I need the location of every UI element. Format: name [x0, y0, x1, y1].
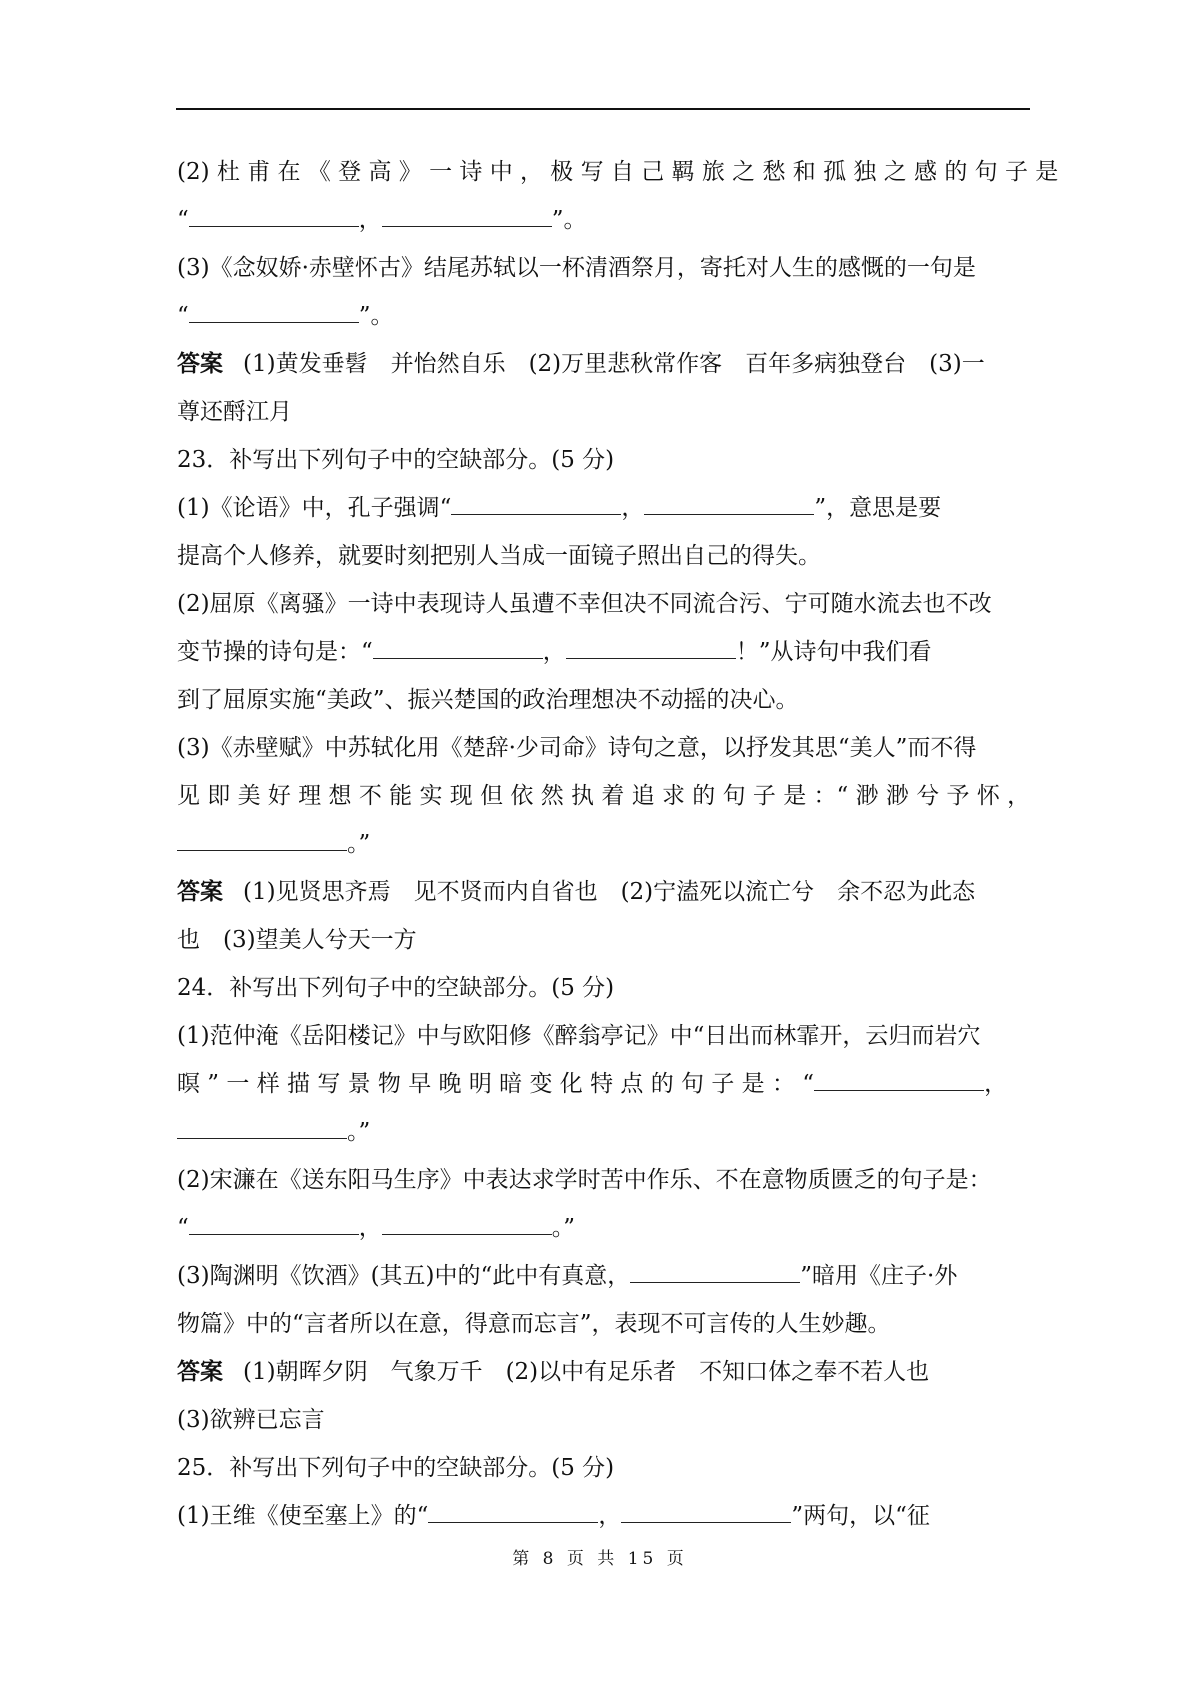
separator: ， [358, 1215, 382, 1241]
prompt-text: (3)陶渊明《饮酒》(其五)中的“此中有真意， [177, 1263, 631, 1289]
q23-item2-line3: 到了屈原实施“美政”、振兴楚国的政治理想决不动摇的决心。 [177, 687, 799, 713]
quote-open: “ [177, 207, 189, 233]
separator: ， [542, 639, 566, 665]
q22-answer-line2: 尊还酹江月 [177, 399, 292, 425]
q23-item2-line1: (2)屈原《离骚》一诗中表现诗人虽遭不幸但决不同流合污、宁可随水流去也不改 [177, 591, 992, 617]
answer-text: (1)见贤思齐焉 见不贤而内自省也 (2)宁溘死以流亡兮 余不忍为此态 [243, 879, 976, 905]
q23-item3-line2: 见 即 美 好 理 想 不 能 实 现 但 依 然 执 着 追 求 的 句 子 是 ：“ 渺 渺 兮 予 怀 ， [177, 783, 1031, 809]
q24-answer-line2: (3)欲辨已忘言 [177, 1407, 325, 1433]
answer-blank[interactable] [621, 1494, 791, 1523]
quote-close: ”。 [551, 207, 587, 233]
q22-answer-line1 [177, 340, 1030, 388]
answer-text: (1)黄发垂髫 并怡然自乐 (2)万里悲秋常作客 百年多病独登台 (3)一 [243, 351, 985, 377]
answer-blank[interactable] [189, 198, 359, 227]
prompt-text: (1)王维《使至塞上》的“ [177, 1503, 429, 1529]
answer-label: 答案 [177, 1359, 223, 1385]
separator: ， [621, 495, 645, 521]
q24-item1-line3 [177, 1108, 1030, 1156]
answer-blank[interactable] [189, 1206, 359, 1235]
q24-item3-line2: 物篇》中的“言者所以在意，得意而忘言”，表现不可言传的人生妙趣。 [177, 1311, 891, 1337]
answer-label: 答案 [177, 351, 223, 377]
prompt-text: 变节操的诗句是：“ [177, 639, 373, 665]
q24-item1-line2 [177, 1060, 1030, 1108]
q23-item2-line2 [177, 628, 1030, 676]
q22-item2-line2 [177, 196, 1030, 244]
answer-blank[interactable] [189, 294, 359, 323]
prompt-text: ！”从诗句中我们看 [735, 639, 932, 665]
prompt-text: ”暗用《庄子·外 [800, 1263, 958, 1289]
answer-blank[interactable] [814, 1062, 984, 1091]
quote-open: “ [177, 1215, 189, 1241]
q24-item2-line2 [177, 1204, 1030, 1252]
q25-item1-line1 [177, 1492, 1030, 1540]
answer-label: 答案 [177, 879, 223, 905]
q24-item1-line1: (1)范仲淹《岳阳楼记》中与欧阳修《醉翁亭记》中“日出而林霏开，云归而岩穴 [177, 1023, 981, 1049]
answer-blank[interactable] [177, 1110, 347, 1139]
q23-item1-line2: 提高个人修养，就要时刻把别人当成一面镜子照出自己的得失。 [177, 543, 821, 569]
quote-close: 。” [347, 1119, 371, 1145]
prompt-text: 暝 ” 一 样 描 写 景 物 早 晚 明 暗 变 化 特 点 的 句 子 是 ： “ [177, 1071, 815, 1097]
q24-answer-line1 [177, 1348, 1030, 1396]
header-rule [176, 108, 1030, 110]
q23-heading: 23．补写出下列句子中的空缺部分。(5 分) [177, 447, 615, 473]
answer-blank[interactable] [382, 1206, 552, 1235]
quote-open: “ [177, 303, 189, 329]
q22-item2-line1: (2) 杜 甫 在 《 登 高 》 一 诗 中 ， 极 写 自 己 羁 旅 之 愁 和 孤 独 之 感 的 句 子 是 [177, 159, 1059, 185]
separator: ， [984, 1071, 1008, 1097]
answer-blank[interactable] [373, 630, 543, 659]
q22-item3-line1: (3)《念奴娇·赤壁怀古》结尾苏轼以一杯清酒祭月，寄托对人生的感慨的一句是 [177, 255, 976, 281]
q24-item3-line1 [177, 1252, 1030, 1300]
answer-blank[interactable] [428, 1494, 598, 1523]
answer-blank[interactable] [382, 198, 552, 227]
answer-blank[interactable] [566, 630, 736, 659]
answer-blank[interactable] [644, 486, 814, 515]
quote-close: 。” [347, 831, 371, 857]
separator: ， [358, 207, 382, 233]
q24-item2-line1: (2)宋濂在《送东阳马生序》中表达求学时苦中作乐、不在意物质匮乏的句子是： [177, 1167, 992, 1193]
q23-item3-line3 [177, 820, 1030, 868]
q23-item1-line1 [177, 484, 1030, 532]
prompt-text: ”，意思是要 [814, 495, 942, 521]
quote-close: ”。 [358, 303, 394, 329]
answer-blank[interactable] [177, 822, 347, 851]
q23-answer-line1 [177, 868, 1030, 916]
answer-blank[interactable] [451, 486, 621, 515]
q25-heading: 25．补写出下列句子中的空缺部分。(5 分) [177, 1455, 615, 1481]
answer-blank[interactable] [630, 1254, 800, 1283]
separator: ， [598, 1503, 622, 1529]
prompt-text: ”两句，以“征 [791, 1503, 930, 1529]
q22-item3-line2 [177, 292, 1030, 340]
q23-item3-line1: (3)《赤壁赋》中苏轼化用《楚辞·少司命》诗句之意，以抒发其思“美人”而不得 [177, 735, 977, 761]
answer-text: (1)朝晖夕阴 气象万千 (2)以中有足乐者 不知口体之奉不若人也 [243, 1359, 930, 1385]
prompt-text: (1)《论语》中，孔子强调“ [177, 495, 452, 521]
q23-answer-line2: 也 (3)望美人兮天一方 [177, 927, 417, 953]
page-footer: 第 8 页 共 15 页 [512, 1549, 688, 1569]
q24-heading: 24．补写出下列句子中的空缺部分。(5 分) [177, 975, 615, 1001]
quote-close: 。” [551, 1215, 576, 1241]
page-body [177, 148, 1059, 1540]
